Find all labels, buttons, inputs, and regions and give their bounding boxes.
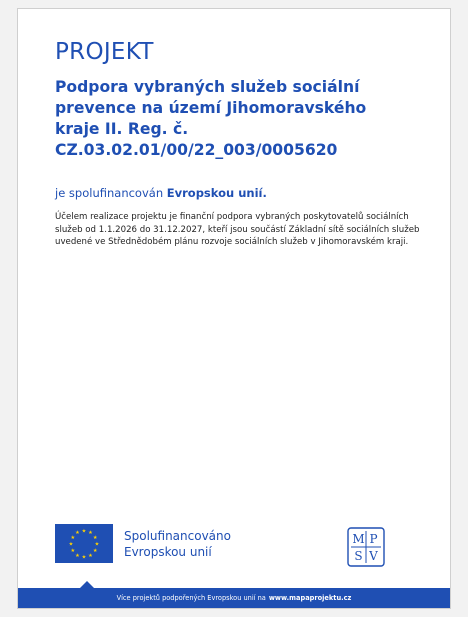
svg-text:★: ★ [88,530,93,537]
mpsv-letter-v: V [369,549,378,563]
svg-text:★: ★ [75,530,80,537]
svg-text:★: ★ [94,541,100,548]
svg-text:★: ★ [68,541,74,548]
svg-text:★: ★ [92,548,98,554]
eu-flag-icon [55,524,113,563]
cofinanced-prefix: je spolufinancován [55,186,164,200]
eu-logo-line2: Evropskou unií [124,544,212,559]
svg-text:★: ★ [92,535,98,541]
svg-text:★: ★ [81,554,87,561]
cofinanced-bold: Evropskou unií. [166,186,267,200]
eu-logo [55,524,231,563]
svg-text:★: ★ [70,535,76,541]
poster-kicker: PROJEKT [55,39,154,65]
mpsv-letter-p: P [369,532,378,546]
project-title: Podpora vybraných služeb sociální prevence na území Jihomoravského kraje II. Reg. č. CZ.03.02.01/00/22_003/0005620 [55,78,367,159]
project-description: Účelem realizace projektu je finanční podpora vybraných poskytovatelů sociálních služeb od 1.1.2026 do 31.12.2027, kteří jsou součástí Základní sítě sociálních služeb uvedené ve Střednědobém plánu rozvoje sociálních služeb v Jihomoravském kraji. [55,212,420,248]
eu-stars-icon [55,524,113,563]
svg-text:★: ★ [88,552,93,559]
footer-bar [18,588,450,608]
mpsv-letter-m: M [352,532,365,546]
mpsv-logo-icon [347,527,385,567]
footer-link[interactable]: www.mapaprojektu.cz [268,594,352,602]
eu-logo-text [124,528,231,560]
mpsv-letter-s: S [354,549,363,563]
svg-text:★: ★ [75,552,80,559]
cofinanced-line [55,186,267,200]
project-poster [17,8,451,609]
footer-notch [80,581,94,588]
svg-text:★: ★ [70,548,76,554]
svg-text:★: ★ [81,528,87,535]
eu-logo-line1: Spolufinancováno [124,528,231,543]
footer-text: Více projektů podpořených Evropskou unií na [116,594,266,602]
